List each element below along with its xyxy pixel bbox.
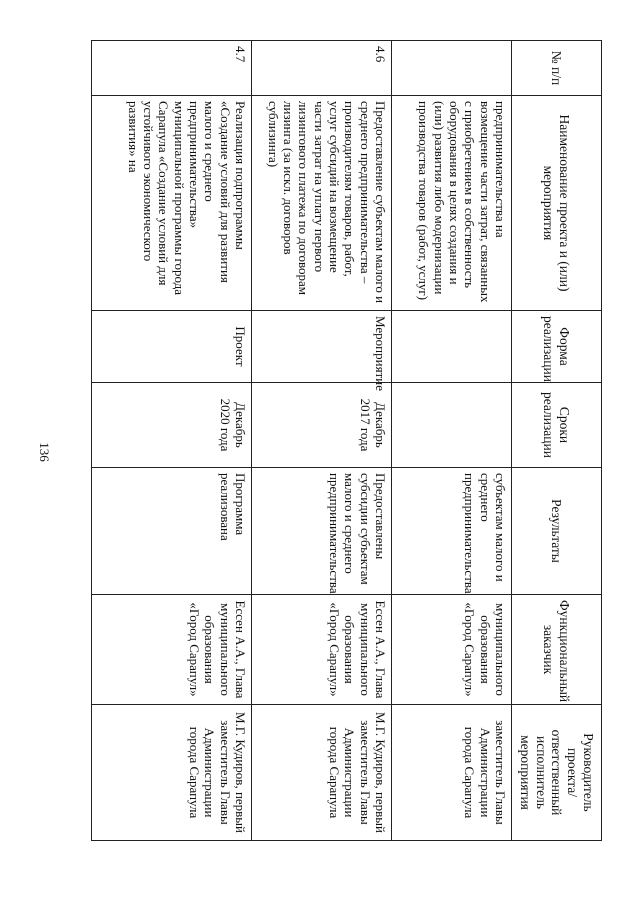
header-results: Результаты xyxy=(512,468,602,595)
cell-num xyxy=(392,41,512,96)
cell-head: заместитель Главы Администрации города Сарапула xyxy=(392,705,512,841)
cell-name: Реализация подпрограммы «Создание условий для развития малого и среднего предпринимательства» муниципальной программы города Сарапула «Создание условий для устойчивого экономического развития» на xyxy=(92,96,252,311)
cell-form: Проект xyxy=(92,311,252,383)
cell-form: Мероприятие xyxy=(252,311,392,383)
cell-deadline: Декабрь 2017 года xyxy=(252,383,392,468)
page-number: 136 xyxy=(37,442,52,462)
table-row xyxy=(392,41,512,841)
header-head: Руководитель проекта/ ответственный исполнитель мероприятия xyxy=(512,705,602,841)
table-row xyxy=(92,41,252,841)
projects-table xyxy=(91,40,602,841)
table-wrapper xyxy=(92,40,602,840)
header-name: Наименование проекта и (или) мероприятия xyxy=(512,96,602,311)
cell-customer: Ессен А.А., Глава муниципального образования «Город Сарапул» xyxy=(252,595,392,705)
cell-name: Предоставление субъектам малого и среднего предпринимательства – производителям товаров, работ, услуг субсидий на возмещение части затрат на уплату первого лизингового платежа по договорам лизинга (за искл. договоров сублизинга) xyxy=(252,96,392,311)
cell-name: предпринимательства на возмещение части затрат, связанных с приобретением в собственность оборудования в целях создания и (или) развития либо модернизации производства товаров (работ, услуг) xyxy=(392,96,512,311)
cell-results: Предоставлены субсидии субъектам малого и среднего предпринимательства xyxy=(252,468,392,595)
header-deadline: Сроки реализации xyxy=(512,383,602,468)
cell-results: субъектам малого и среднего предпринимательства xyxy=(392,468,512,595)
cell-customer: Ессен А.А., Глава муниципального образования «Город Сарапул» xyxy=(92,595,252,705)
cell-head: М.Г. Кудиров, первый заместитель Главы Администрации города Сарапула xyxy=(92,705,252,841)
table-row xyxy=(252,41,392,841)
cell-head: М.Г. Кудиров, первый заместитель Главы Администрации города Сарапула xyxy=(252,705,392,841)
header-num: № п/п xyxy=(512,41,602,96)
cell-num: 4.7 xyxy=(92,41,252,96)
rotated-table-area xyxy=(92,40,602,840)
cell-num: 4.6 xyxy=(252,41,392,96)
cell-results: Программа реализована xyxy=(92,468,252,595)
cell-deadline xyxy=(392,383,512,468)
header-form: Форма реализации xyxy=(512,311,602,383)
header-customer: Функциональный заказчик xyxy=(512,595,602,705)
table-header-row xyxy=(512,41,602,841)
cell-deadline: Декабрь 2020 года xyxy=(92,383,252,468)
cell-customer: муниципального образования «Город Сарапул» xyxy=(392,595,512,705)
cell-form xyxy=(392,311,512,383)
